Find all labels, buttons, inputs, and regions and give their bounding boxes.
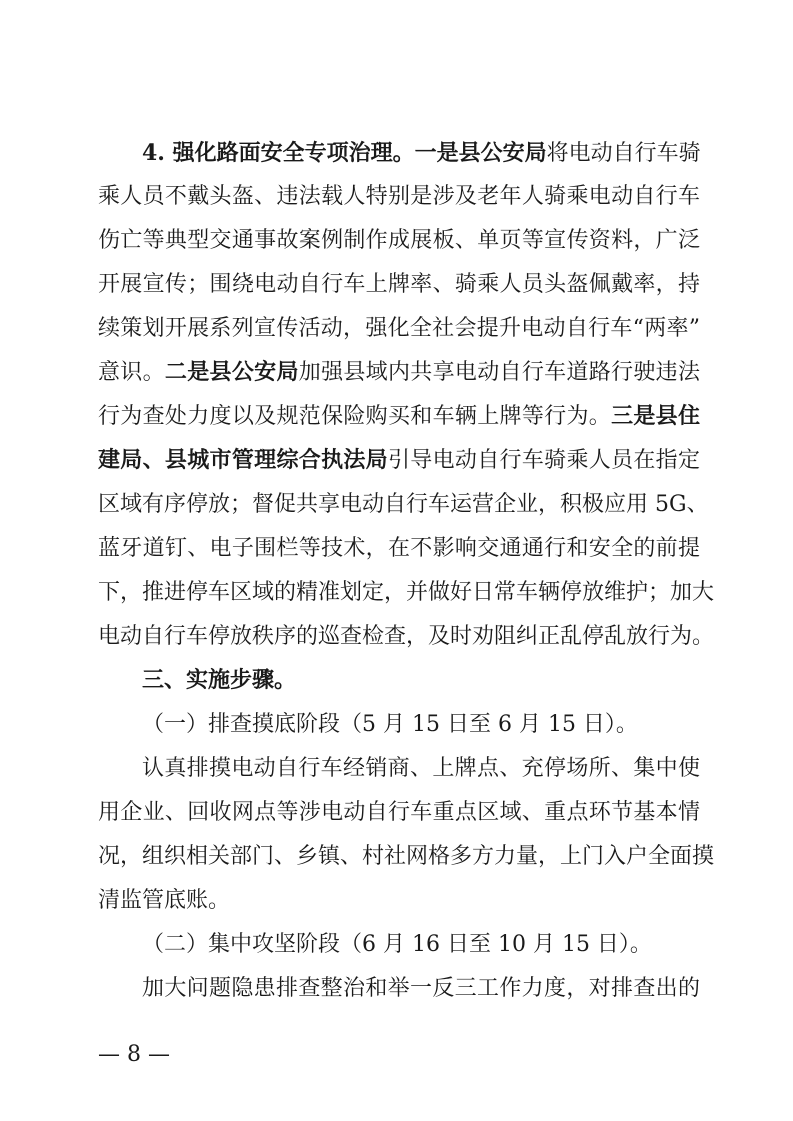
paragraph-line: 区域有序停放；督促共享电动自行车运营企业，积极应用 5G、 [98,492,709,517]
text-run: 行为查处力度以及规范保险购买和车辆上牌等行为。 [98,404,612,429]
bold-phrase: 4. 强化路面安全专项治理。 [142,140,415,166]
paragraph-line: 伤亡等典型交通事故案例制作成展板、单页等宣传资料，广泛 [98,228,700,253]
text-run: 意识。 [98,360,165,385]
paragraph-line: 加大问题隐患排查整治和举一反三工作力度，对排查出的 [142,976,700,1001]
bold-phrase: 三是县住 [611,404,700,429]
paragraph-line [98,402,700,432]
paragraph-line [98,446,700,476]
text-run: 将电动自行车骑 [546,141,701,166]
text-run: 加强县域内共享电动自行车道路行驶违法 [298,360,700,385]
paragraph-line: 续策划开展系列宣传活动，强化全社会提升电动自行车“两率” [98,316,700,341]
paragraph-line: 乘人员不戴头盔、违法载人特别是涉及老年人骑乘电动自行车 [98,184,700,209]
paragraph-line [98,358,700,388]
paragraph-line: 认真排摸电动自行车经销商、上牌点、充停场所、集中使 [142,756,700,781]
stage-title: （一）排查摸底阶段（5 月 15 日至 6 月 15 日）。 [142,712,638,737]
bold-phrase: 一是县公安局 [414,141,547,166]
paragraph-line [142,138,700,169]
text-run: 引导电动自行车骑乘人员在指定 [388,448,700,473]
paragraph-line: 下，推进停车区域的精准划定，并做好日常车辆停放维护；加大 [98,580,715,605]
paragraph-line: 清监管底账。 [98,888,231,913]
bold-phrase: 二是县公安局 [164,360,299,385]
paragraph-line: 用企业、回收网点等涉电动自行车重点区域、重点环节基本情 [98,800,700,825]
stage-title: （二）集中攻坚阶段（6 月 16 日至 10 月 15 日）。 [142,932,652,957]
paragraph-line: 况，组织相关部门、乡镇、村社网格多方力量，上门入户全面摸 [98,844,715,869]
paragraph-line: 开展宣传；围绕电动自行车上牌率、骑乘人员头盔佩戴率，持 [98,272,700,297]
paragraph-line: 蓝牙道钉、电子围栏等技术，在不影响交通通行和安全的前提 [98,536,700,561]
section-heading: 三、实施步骤。 [142,668,297,693]
paragraph-line: 电动自行车停放秩序的巡查检查，及时劝阻纠正乱停乱放行为。 [98,624,715,649]
page-number: — 8 — [98,1042,170,1067]
bold-phrase: 建局、县城市管理综合执法局 [98,448,388,473]
